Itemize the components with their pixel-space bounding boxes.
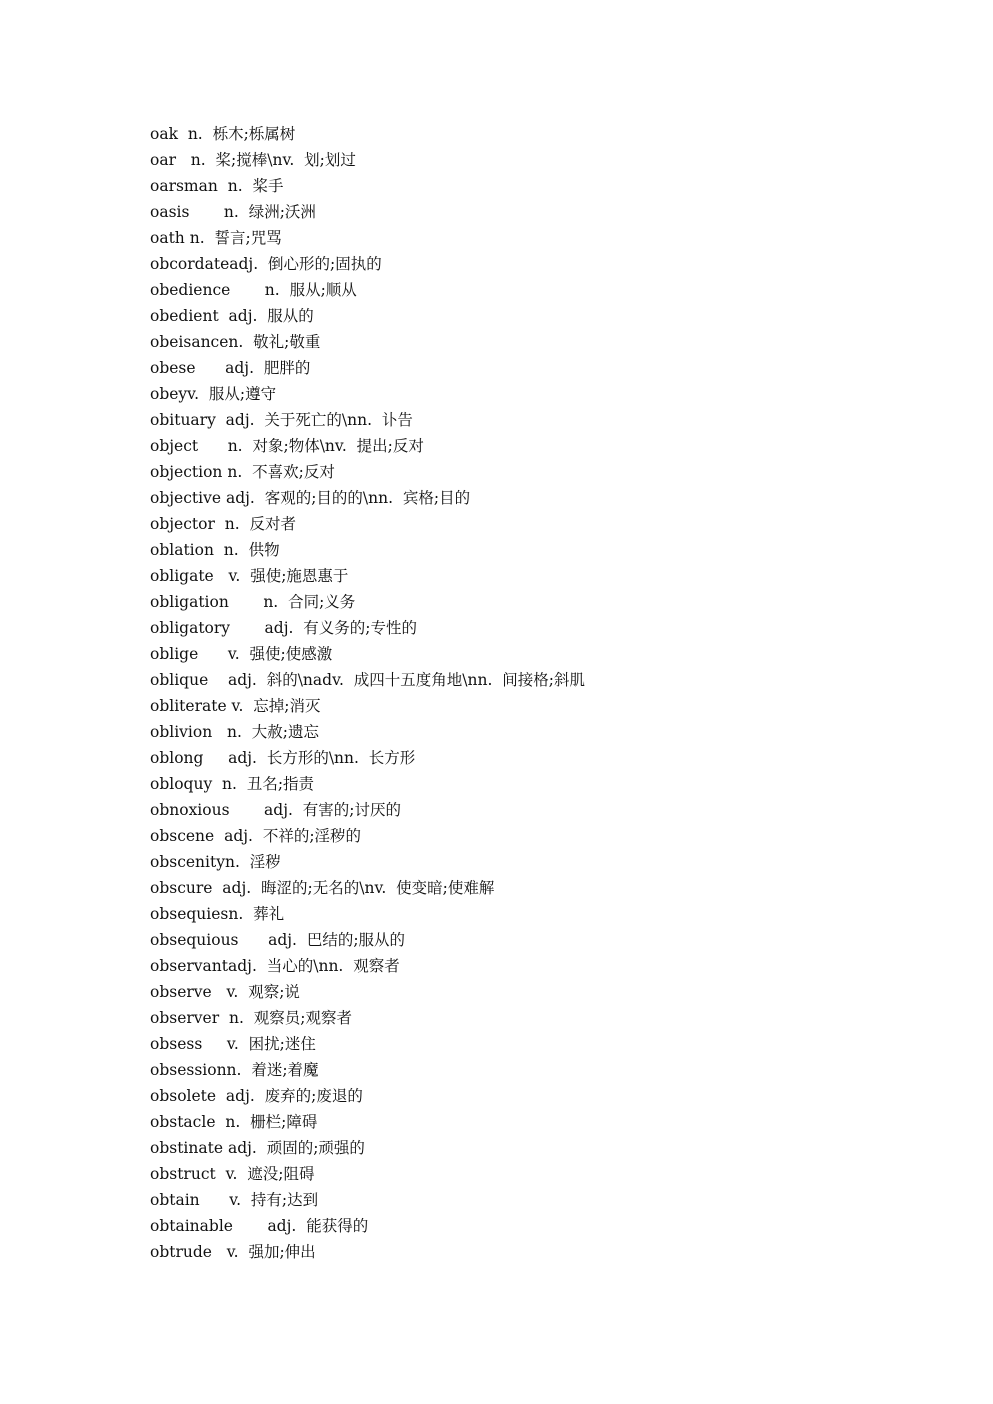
vocab-entry: objector n. 反对者	[150, 515, 297, 533]
vocab-entry: obstacle n. 栅栏;障碍	[150, 1113, 318, 1131]
vocab-entry: obstruct v. 遮没;阻碍	[150, 1165, 315, 1183]
vocab-entry: oar n. 桨;搅棒\nv. 划;划过	[150, 151, 356, 169]
vocab-entry: oblation n. 供物	[150, 541, 280, 559]
vocab-entry: oath n. 誓言;咒骂	[150, 229, 282, 247]
vocab-entry: obligate v. 强使;施恩惠于	[150, 567, 349, 585]
vocab-entry: observantadj. 当心的\nn. 观察者	[150, 957, 400, 975]
vocab-entry: obedience n. 服从;顺从	[150, 281, 357, 299]
vocab-entry: oblique adj. 斜的\nadv. 成四十五度角地\nn. 间接格;斜肌	[150, 671, 585, 689]
vocab-entry: obsessionn. 着迷;着魔	[150, 1061, 319, 1079]
vocab-entry: obscure adj. 晦涩的;无名的\nv. 使变暗;使难解	[150, 879, 495, 897]
vocab-entry: obnoxious adj. 有害的;讨厌的	[150, 801, 401, 819]
vocab-entry: obtainable adj. 能获得的	[150, 1217, 369, 1235]
vocab-entry: obituary adj. 关于死亡的\nn. 讣告	[150, 411, 413, 429]
vocab-entry: oblige v. 强使;使感激	[150, 645, 333, 663]
vocab-entry: objection n. 不喜欢;反对	[150, 463, 335, 481]
vocab-entry: obsolete adj. 废弃的;废退的	[150, 1087, 363, 1105]
vocab-entry: obsequious adj. 巴结的;服从的	[150, 931, 406, 949]
vocab-entry: obscenityn. 淫秽	[150, 853, 281, 871]
vocab-entry: oblong adj. 长方形的\nn. 长方形	[150, 749, 416, 767]
vocab-entry: obsess v. 困扰;迷住	[150, 1035, 316, 1053]
vocab-entry: obeyv. 服从;遵守	[150, 385, 277, 403]
vocab-entry: obtain v. 持有;达到	[150, 1191, 319, 1209]
vocab-entry: obcordateadj. 倒心形的;固执的	[150, 255, 382, 273]
vocab-entry: obtrude v. 强加;伸出	[150, 1243, 316, 1261]
vocab-entry: obligation n. 合同;义务	[150, 593, 356, 611]
vocab-entry: observe v. 观察;说	[150, 983, 300, 1001]
vocabulary-list	[150, 121, 585, 1265]
vocab-entry: objective adj. 客观的;目的的\nn. 宾格;目的	[150, 489, 471, 507]
vocab-entry: observer n. 观察员;观察者	[150, 1009, 352, 1027]
vocab-entry: obese adj. 肥胖的	[150, 359, 311, 377]
vocab-entry: obscene adj. 不祥的;淫秽的	[150, 827, 362, 845]
vocab-entry: obstinate adj. 顽固的;顽强的	[150, 1139, 365, 1157]
vocab-entry: oak n. 栎木;栎属树	[150, 125, 296, 143]
vocab-entry: object n. 对象;物体\nv. 提出;反对	[150, 437, 424, 455]
vocab-entry: obedient adj. 服从的	[150, 307, 314, 325]
vocab-entry: oasis n. 绿洲;沃洲	[150, 203, 316, 221]
vocab-entry: obloquy n. 丑名;指责	[150, 775, 315, 793]
vocab-entry: obligatory adj. 有义务的;专性的	[150, 619, 418, 637]
vocab-entry: obliterate v. 忘掉;消灭	[150, 697, 321, 715]
vocab-entry: obeisancen. 敬礼;敬重	[150, 333, 321, 351]
vocab-entry: oblivion n. 大赦;遗忘	[150, 723, 319, 741]
vocab-entry: obsequiesn. 葬礼	[150, 905, 285, 923]
vocab-entry: oarsman n. 桨手	[150, 177, 284, 195]
